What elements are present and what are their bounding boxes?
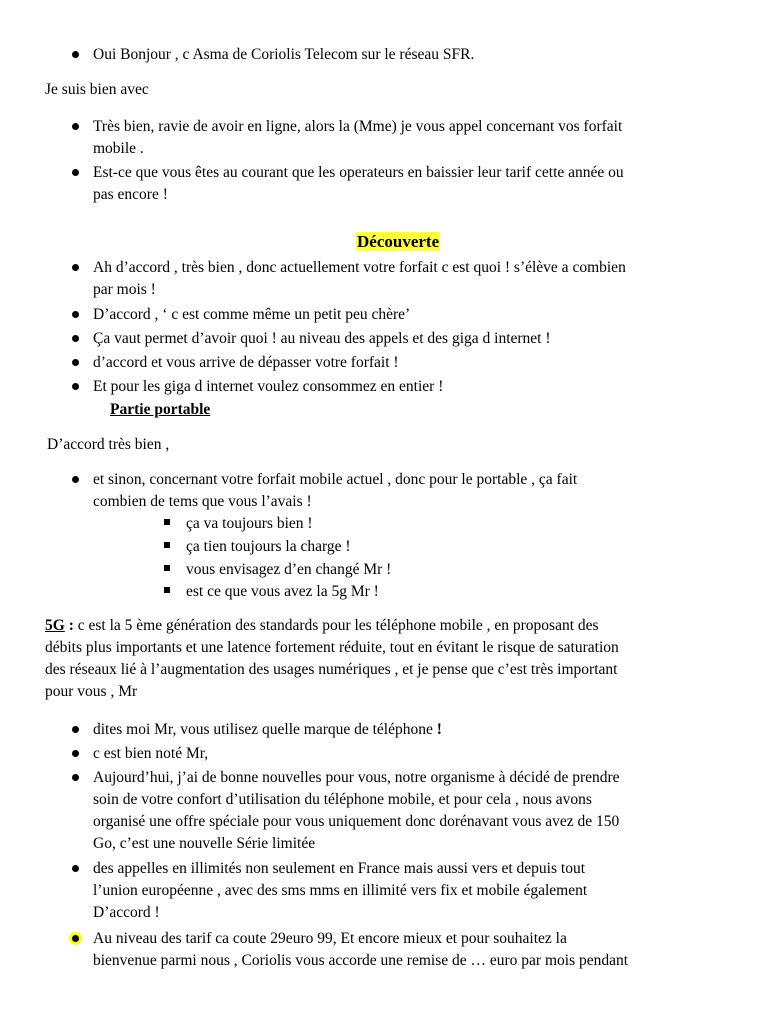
bullet-icon — [72, 865, 79, 872]
portable-subitem-2: ça tien toujours la charge ! — [186, 538, 351, 555]
fiveg-colon: : — [64, 617, 78, 634]
decouverte-bullet-1-line-1: Ah d’accord , très bien , donc actuellement votre forfait c est quoi ! s’élève a combien — [93, 259, 626, 276]
decouverte-bullet-1-line-2: par mois ! — [93, 281, 156, 298]
offer-bullet-4-line-3: D’accord ! — [93, 904, 160, 921]
square-bullet-icon — [164, 565, 170, 571]
offer-bullet-5-line-2: bienvenue parmi nous , Coriolis vous accorde une remise de … euro par mois pendant — [93, 952, 629, 969]
intro-bullet-3-line-1: Est-ce que vous êtes au courant que les operateurs en baissier leur tarif cette année ou — [93, 164, 624, 181]
offer-bullet-2: c est bien noté Mr, — [93, 745, 209, 762]
highlighted-bullet-icon — [72, 935, 79, 942]
square-bullet-icon — [164, 542, 170, 548]
fiveg-line-2: débits plus importants et une latence fortement réduite, tout en évitant le risque de saturation — [45, 639, 619, 656]
bullet-icon — [72, 264, 79, 271]
fiveg-line-1 — [45, 615, 599, 637]
bullet-icon — [72, 476, 79, 483]
bullet-icon — [72, 311, 79, 318]
square-bullet-icon — [164, 587, 170, 593]
offer-bullet-1-mark: ! — [436, 721, 442, 738]
offer-bullet-1 — [93, 719, 442, 741]
intro-bullet-3-line-2: pas encore ! — [93, 186, 168, 203]
intro-bullet-2-line-2: mobile . — [93, 140, 144, 157]
decouverte-bullet-5: Et pour les giga d internet voulez consommez en entier ! — [93, 378, 444, 395]
fiveg-label: 5G — [45, 617, 65, 634]
intro-paragraph: Je suis bien avec — [45, 81, 149, 98]
intro-bullet-2-line-1: Très bien, ravie de avoir en ligne, alors la (Mme) je vous appel concernant vos forfait — [93, 118, 623, 135]
decouverte-bullet-4: d’accord et vous arrive de dépasser votre forfait ! — [93, 354, 399, 371]
bullet-icon — [72, 51, 79, 58]
fiveg-line-3: des réseaux lié à l’augmentation des usages numériques , et je pense que c’est très important — [45, 661, 618, 678]
bullet-icon — [72, 750, 79, 757]
bullet-icon — [72, 383, 79, 390]
bullet-icon — [72, 335, 79, 342]
bullet-icon — [72, 123, 79, 130]
decouverte-heading-text: Découverte — [357, 232, 440, 251]
bullet-icon — [72, 774, 79, 781]
fiveg-line-4: pour vous , Mr — [45, 683, 138, 700]
offer-bullet-1-text: dites moi Mr, vous utilisez quelle marque de téléphone — [93, 721, 437, 738]
portable-subitem-1: ça va toujours bien ! — [186, 515, 313, 532]
decouverte-bullet-2: D’accord , ‘ c est comme même un petit peu chère’ — [93, 306, 411, 323]
bullet-icon — [72, 726, 79, 733]
offer-bullet-5-line-1: Au niveau des tarif ca coute 29euro 99, Et encore mieux et pour souhaitez la — [93, 930, 567, 947]
decouverte-bullet-3: Ça vaut permet d’avoir quoi ! au niveau des appels et des giga d internet ! — [93, 330, 551, 347]
portable-subitem-3: vous envisagez d’en changé Mr ! — [186, 561, 392, 578]
bullet-icon — [72, 169, 79, 176]
intro-bullet-1: Oui Bonjour , c Asma de Coriolis Telecom sur le réseau SFR. — [93, 46, 475, 63]
portable-subitem-4: est ce que vous avez la 5g Mr ! — [186, 583, 379, 600]
section-heading-decouverte — [356, 231, 440, 254]
portable-bullet-1-line-2: combien de tems que vous l’avais ! — [93, 493, 312, 510]
bullet-icon — [72, 359, 79, 366]
offer-bullet-4-line-2: l’union européenne , avec des sms mms en illimité vers fix et mobile également — [93, 882, 588, 899]
offer-bullet-3-line-3: organisé une offre spéciale pour vous uniquement donc dorénavant vous avez de 150 — [93, 813, 620, 830]
section-heading-partie-portable: Partie portable — [110, 401, 211, 418]
offer-bullet-3-line-2: soin de votre confort d’utilisation du téléphone mobile, et pour cela , nous avons — [93, 791, 592, 808]
portable-bullet-1-line-1: et sinon, concernant votre forfait mobile actuel , donc pour le portable , ça fait — [93, 471, 578, 488]
offer-bullet-3-line-4: Go, c’est une nouvelle Série limitée — [93, 835, 316, 852]
portable-paragraph: D’accord très bien , — [47, 436, 170, 453]
offer-bullet-3-line-1: Aujourd’hui, j’ai de bonne nouvelles pour vous, notre organisme à décidé de prendre — [93, 769, 620, 786]
square-bullet-icon — [164, 519, 170, 525]
offer-bullet-4-line-1: des appelles en illimités non seulement en France mais aussi vers et depuis tout — [93, 860, 586, 877]
fiveg-text-1: c est la 5 ème génération des standards pour les téléphone mobile , en proposant des — [77, 617, 599, 634]
